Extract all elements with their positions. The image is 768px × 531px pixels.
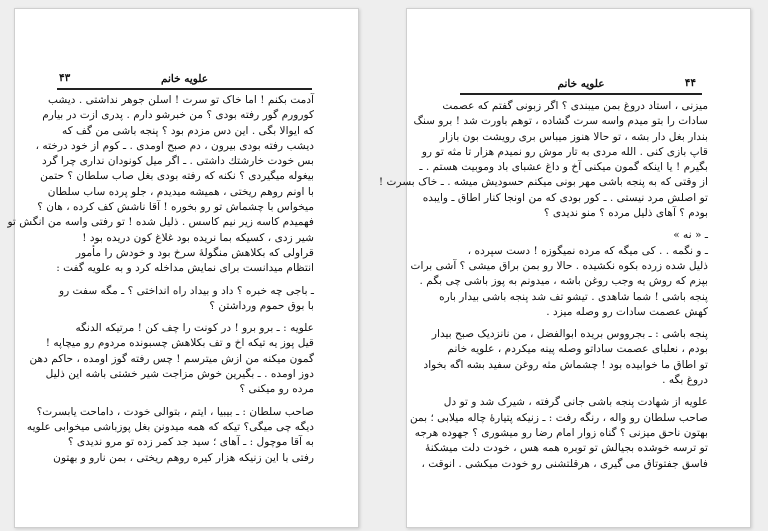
text-line: تو اطاق ما خوابیده بود ! چشماش مثه روغن سفید بشه اگه بخواد (423, 358, 708, 371)
text-line: ـ « نه » (673, 229, 708, 242)
text-line: قاپ بازی کنی . الله مردی به تار موش رو نمیدم هزار تا مثه تو رو (421, 145, 708, 158)
right-page (378, 8, 751, 528)
running-title: علویه خانم (161, 73, 208, 85)
paragraph-gap (55, 314, 314, 321)
text-line: دروغ بگه . (662, 374, 708, 387)
page-body-text (378, 99, 708, 472)
text-line: میزنی ، استاد دروغ بمن میبندی ؟ اگر زبونی گفتم که عصمت (442, 100, 708, 112)
text-line: بندار بغل دار بشه ، تو حالا هنوز میباس بری رویشت بون بازار (439, 130, 708, 143)
page-header (57, 72, 312, 90)
text-line: پنجه باشی : ـ بجرووس بریده ابوالفضل ، من نانزدیک صبح بیدار (431, 328, 708, 341)
text-line: بودم ، نعلبای عصمت ساداتو وصله پینه میکردم ، علویه خانم (447, 343, 708, 356)
text-line: سادات را بتو میدم واسه سرت گشاده ، توهم باورت شد ! برو سنگ (413, 115, 708, 128)
text-line: بپزم که روش یه وجب روغن باشه ، میدونم به پوز باشی چی بگم . (419, 275, 708, 288)
text-line: فهمیدم کاسه زیر نیم کاسس . ذلیل شده ! تو رفتی واسه من انگش تو (7, 216, 314, 229)
text-line: دوز اومده . ـ بگیرین خوش مزاجت شیر خشتی باشه این ذلیل (45, 368, 314, 381)
paragraph-gap (55, 398, 314, 405)
paragraph-gap (457, 221, 708, 228)
paragraph-gap (457, 320, 708, 327)
page-number: ۴۴ (684, 77, 696, 89)
paragraph-gap (55, 277, 314, 284)
left-page (7, 8, 359, 528)
text-line: بهتون ناحق میزنی ؟ گناه زوار امام رضا رو میشوری ؟ جهوده هرجه (414, 426, 708, 439)
text-line: از وقتی که به پنجه باشی مهر بونی میکنم حسودیش میشه . ـ خاک بسرت ! (378, 176, 708, 189)
text-line: به آقا موچول : ـ آهای ؛ سید جد کمر زده تو مرو ندیدی ؟ (67, 436, 314, 449)
text-line: قراولی که بکلاهش منگولهٔ سرخ بود و خودش را مأمور (75, 246, 314, 259)
text-line: با اونم روهم ریختی ، همیشه میدیدم ، جلو پرده ساب سلطان (47, 185, 314, 198)
paragraph-gap (457, 388, 708, 395)
page-number: ۴۳ (59, 72, 71, 84)
text-line: پنجه باشی ! شما شاهدی . تیشو تف شد پنجه باشی بیدار باره (439, 290, 708, 303)
text-line: تو ترسه خوشده بجیالش تو توبره همه هس ، خودت دلت میشکنهٔ (425, 442, 708, 455)
text-line: شیر زدی ، کسیکه بما نریده بود غلاغ کون دریده بود ! (82, 231, 314, 244)
text-line: ـ و نگمه . . کی میگه که مرده نمیگوزه ! دست سپرده ، (467, 244, 708, 257)
text-line: کورورم گور رفته بودی ؟ من خبرشو دارم . پدری ازت در بیارم (42, 109, 314, 122)
text-line: قیل پوز یه تیکه اخ و تف بکلاهش چسبونده مردوم رو میچاپه ! (45, 337, 314, 350)
text-line: انتظام میدانست برای نمایش مداخله کرد و به علویه گفت : (56, 262, 314, 275)
text-line: تو اصلش مرد نیستی . ـ کور بودی که من اونجا کنار اطاق ـ وایبده (422, 191, 708, 204)
text-line: آدمت بکنم ! اما خاک تو سرت ! اسلن جوهر نداشتی . دیشب (47, 94, 314, 106)
text-line: صاحب سلطان : ـ بیبیا ، ایتم ، بتوالی خودت ، داماحت یابسرت؟ (36, 405, 314, 418)
text-line: صاحب سلطان رو واله ، رنگه رفت : ـ زنیکه پتیارهٔ چاله میلابی ؛ بمن (409, 411, 708, 424)
text-line: میخواس با چشماش تو رو بخوره ! آقا ناشش کف کرده ، هان ؟ (37, 201, 314, 214)
text-line: مرده رو میکنی ؟ (239, 383, 314, 396)
text-line: بس خودت خارشتك داشتی . ـ اگر میل کونودان نداری چرا گرد (41, 155, 314, 168)
text-line: بیغوله میگیردی ؟ نکنه که رفته بودی بغل صاب سلطان ؟ حتمن (40, 170, 314, 183)
text-line: دیگه چی میگی؟ تیکه که همه میدونن بغل پوزباشی میخوابی علویه (26, 420, 314, 433)
page-body-text (7, 93, 314, 466)
text-line: ذلیل شده زرده بکوه نکشیده . حالا رو بمن براق میشی ؟ آشی برات (410, 259, 708, 272)
page-header (460, 77, 702, 95)
text-line: بگیرم ! یا اینکه گمون میکنی آخ و داغ عشبای باد وموبیت هستم . ـ (419, 161, 708, 174)
text-line: دیشب رفته بودی بیرون ، دم صبح اومدی . ـ کوم از خود درخته ، (35, 139, 314, 152)
running-title: علویه خانم (557, 78, 605, 90)
text-line: علویه : ـ برو برو ! در کونت را چف کن ! مرتیکه الدنگه (75, 322, 314, 335)
text-line: که ایوالا بگی . این دس مزدم بود ؟ پنجه باشی من گف که (61, 124, 314, 137)
text-line: ـ باجی چه خبره ؟ داد و بیداد راه انداختی ؟ ـ مگه سفت رو (58, 284, 314, 297)
text-line: فاسق جفتوتاق می گیری ، هرقلتشنی رو خودت میکشی . انوقت ، (421, 457, 708, 470)
text-line: با بوق حموم ورداشتن ؟ (209, 299, 314, 312)
text-line: بودم ؟ آهای ذلیل مرده ؟ منو ندیدی ؟ (543, 207, 708, 220)
text-line: علویه از شهادت پنجه باشی جانی گرفته ، شیرک شد و تو دل (443, 396, 708, 409)
text-line: کهش عصمت سادات رو وصله میزد . (546, 305, 708, 318)
text-line: گمون میکنه من ازش میترسم ! چس رفته گوز اومده ، حاکم دهن (29, 352, 314, 365)
text-line: رفتی با این زنیکه هزار کیره روهم ریختی ، بمن نارو و بهتون (53, 451, 314, 464)
